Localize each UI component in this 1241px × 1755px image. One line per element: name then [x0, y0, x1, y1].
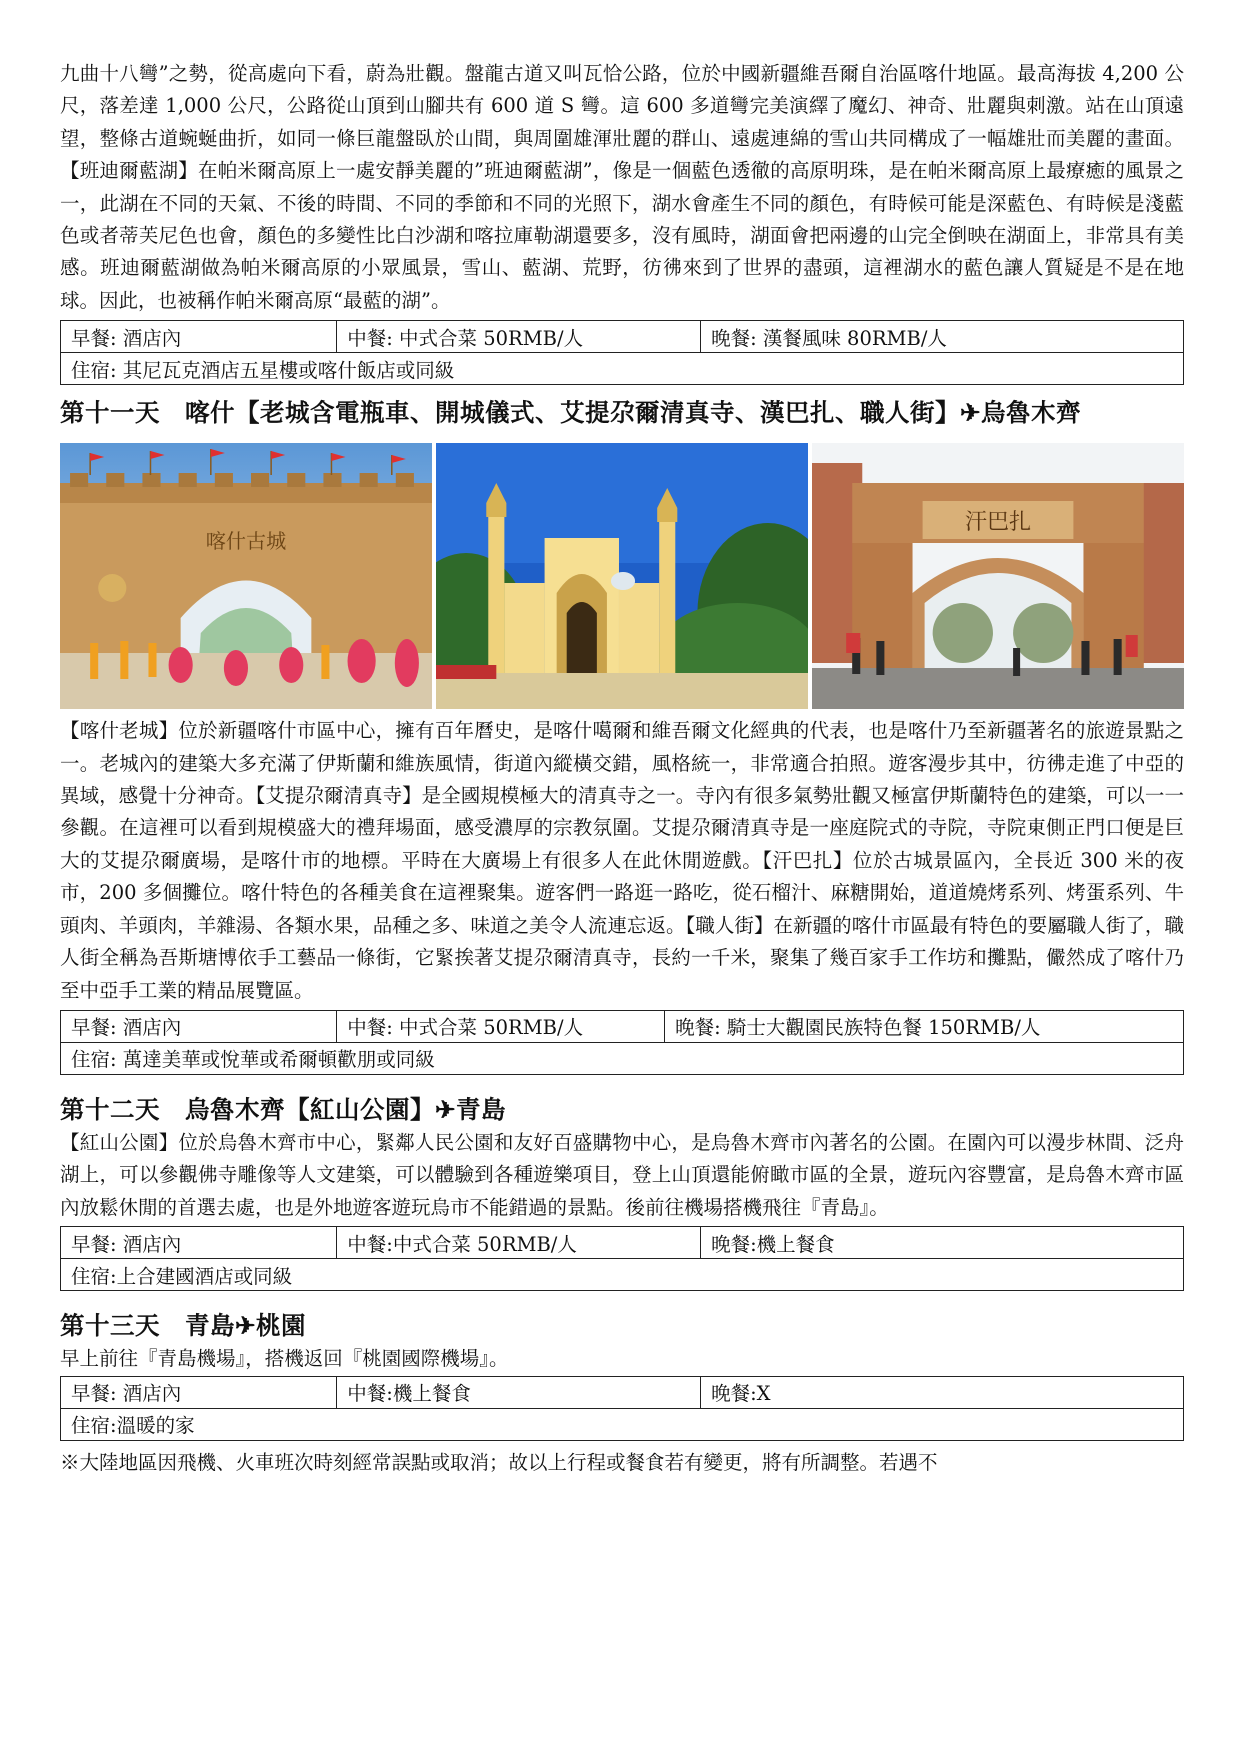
day10-lodging: 住宿: 其尼瓦克酒店五星樓或喀什飯店或同級: [61, 353, 1184, 385]
day12-lodging: 住宿:上合建國酒店或同級: [61, 1259, 1184, 1291]
day10-meal-table: [60, 320, 1184, 385]
day10-lunch: 中餐: 中式合菜 50RMB/人: [337, 321, 701, 353]
han-bazaar-gate-photo: [812, 443, 1184, 709]
itinerary-page: [60, 58, 1184, 1479]
day12-lunch: 中餐:中式合菜 50RMB/人: [337, 1227, 701, 1259]
gate-sign-text: 喀什古城: [205, 529, 287, 554]
day11-dinner: 晚餐: 騎士大觀園民族特色餐 150RMB/人: [665, 1010, 1184, 1042]
day11-breakfast: 早餐: 酒店內: [61, 1010, 337, 1042]
intro-paragraph: 九曲十八彎”之勢，從高處向下看，蔚為壯觀。盤龍古道又叫瓦恰公路，位於中國新疆維吾爾自治區喀什地區。最高海拔 4,200 公尺，落差達 1,000 公尺，公路從山頂到山腳共有 600 道 S 彎。這 600 多道彎完美演繹了魔幻、神奇、壯麗與刺激。站在山頂遠望，整條古道蜿蜒曲折，如同一條巨龍盤臥於山間，與周圍雄渾壯麗的群山、遠處連綿的雪山共同構成了一幅雄壯而美麗的畫面。【班迪爾藍湖】在帕米爾高原上一處安靜美麗的”班迪爾藍湖”，像是一個藍色透徹的高原明珠，是在帕米爾高原上最療癒的風景之一，此湖在不同的天氣、不後的時間、不同的季節和不同的光照下，湖水會產生不同的顏色，有時候可能是深藍色、有時候是淺藍色或者蒂芙尼色也會，顏色的多變性比白沙湖和喀拉庫勒湖還要多，沒有風時，湖面會把兩邊的山完全倒映在湖面上，非常具有美感。班迪爾藍湖做為帕米爾高原的小眾風景，雪山、藍湖、荒野，彷彿來到了世界的盡頭，這裡湖水的藍色讓人質疑是不是在地球。因此，也被稱作帕米爾高原“最藍的湖”。: [60, 62, 1184, 312]
footnote: ※大陸地區因飛機、火車班次時刻經常誤點或取消；故以上行程或餐食若有變更，將有所調整。若遇不: [60, 1450, 938, 1474]
day13-lunch: 中餐:機上餐食: [337, 1376, 701, 1408]
bazaar-sign-text: 汗巴扎: [964, 510, 1032, 536]
day12-dinner: 晚餐:機上餐食: [701, 1227, 1184, 1259]
day13-meal-table: [60, 1376, 1184, 1441]
day10-breakfast: 早餐: 酒店內: [61, 321, 337, 353]
day12-paragraph: 【紅山公園】位於烏魯木齊市中心，緊鄰人民公園和友好百盛購物中心，是烏魯木齊市內著名的公園。在園內可以漫步林間、泛舟湖上，可以參觀佛寺雕像等人文建築，可以體驗到各種遊樂項目，登上山頂還能俯瞰市區的全景，遊玩內容豐富，是烏魯木齊市區內放鬆休閒的首選去處，也是外地遊客遊玩烏市不能錯過的景點。後前往機場搭機飛往『青島』。: [60, 1130, 1184, 1219]
day11-title: 第十一天 喀什【老城含電瓶車、開城儀式、艾提尕爾清真寺、漢巴扎、職人街】✈烏魯木齊: [60, 398, 1082, 428]
day13-paragraph: 早上前往『青島機場』，搭機返回『桃園國際機場』。: [60, 1347, 509, 1371]
day12-breakfast: 早餐: 酒店內: [61, 1227, 337, 1259]
day12-meal-table: [60, 1226, 1184, 1291]
day11-photo-strip: [60, 443, 1184, 709]
day13-dinner: 晚餐:X: [701, 1376, 1184, 1408]
day12-title: 第十二天 烏魯木齊【紅山公園】✈青島: [60, 1094, 507, 1124]
day11-lodging: 住宿: 萬達美華或悅華或希爾頓歡朋或同級: [61, 1042, 1184, 1074]
id-kah-mosque-photo: [436, 443, 808, 709]
day11-paragraph: 【喀什老城】位於新疆喀什市區中心，擁有百年曆史，是喀什噶爾和維吾爾文化經典的代表，也是喀什乃至新疆著名的旅遊景點之一。老城內的建築大多充滿了伊斯蘭和維族風情，街道內縱橫交錯，風格統一，非常適合拍照。遊客漫步其中，彷彿走進了中亞的異域，感覺十分神奇。【艾提尕爾清真寺】是全國規模極大的清真寺之一。寺內有很多氣勢壯觀又極富伊斯蘭特色的建築，可以一一參觀。在這裡可以看到規模盛大的禮拜場面，感受濃厚的宗教氛圍。艾提尕爾清真寺是一座庭院式的寺院，寺院東側正門口便是巨大的艾提尕爾廣場，是喀什市的地標。平時在大廣場上有很多人在此休閒遊戲。【汗巴扎】位於古城景區內，全長近 300 米的夜市，200 多個攤位。喀什特色的各種美食在這裡聚集。遊客們一路逛一路吃，從石榴汁、麻糖開始，道道燒烤系列、烤蛋系列、牛頭肉、羊頭肉，羊雜湯、各類水果，品種之多、味道之美令人流連忘返。【職人街】在新疆的喀什市區最有特色的要屬職人街了，職人街全稱為吾斯塘博依手工藝品一條街，它緊挨著艾提尕爾清真寺，長約一千米，聚集了幾百家手工作坊和攤點，儼然成了喀什乃至中亞手工業的精品展覽區。: [60, 719, 1184, 1002]
day10-dinner: 晚餐: 漢餐風味 80RMB/人: [701, 321, 1184, 353]
day11-meal-table: [60, 1010, 1184, 1075]
day13-lodging: 住宿:溫暖的家: [61, 1408, 1184, 1440]
kashgar-old-city-gate-photo: [60, 443, 432, 709]
day11-lunch: 中餐: 中式合菜 50RMB/人: [337, 1010, 665, 1042]
day13-breakfast: 早餐: 酒店內: [61, 1376, 337, 1408]
day13-title: 第十三天 青島✈桃園: [60, 1311, 307, 1341]
